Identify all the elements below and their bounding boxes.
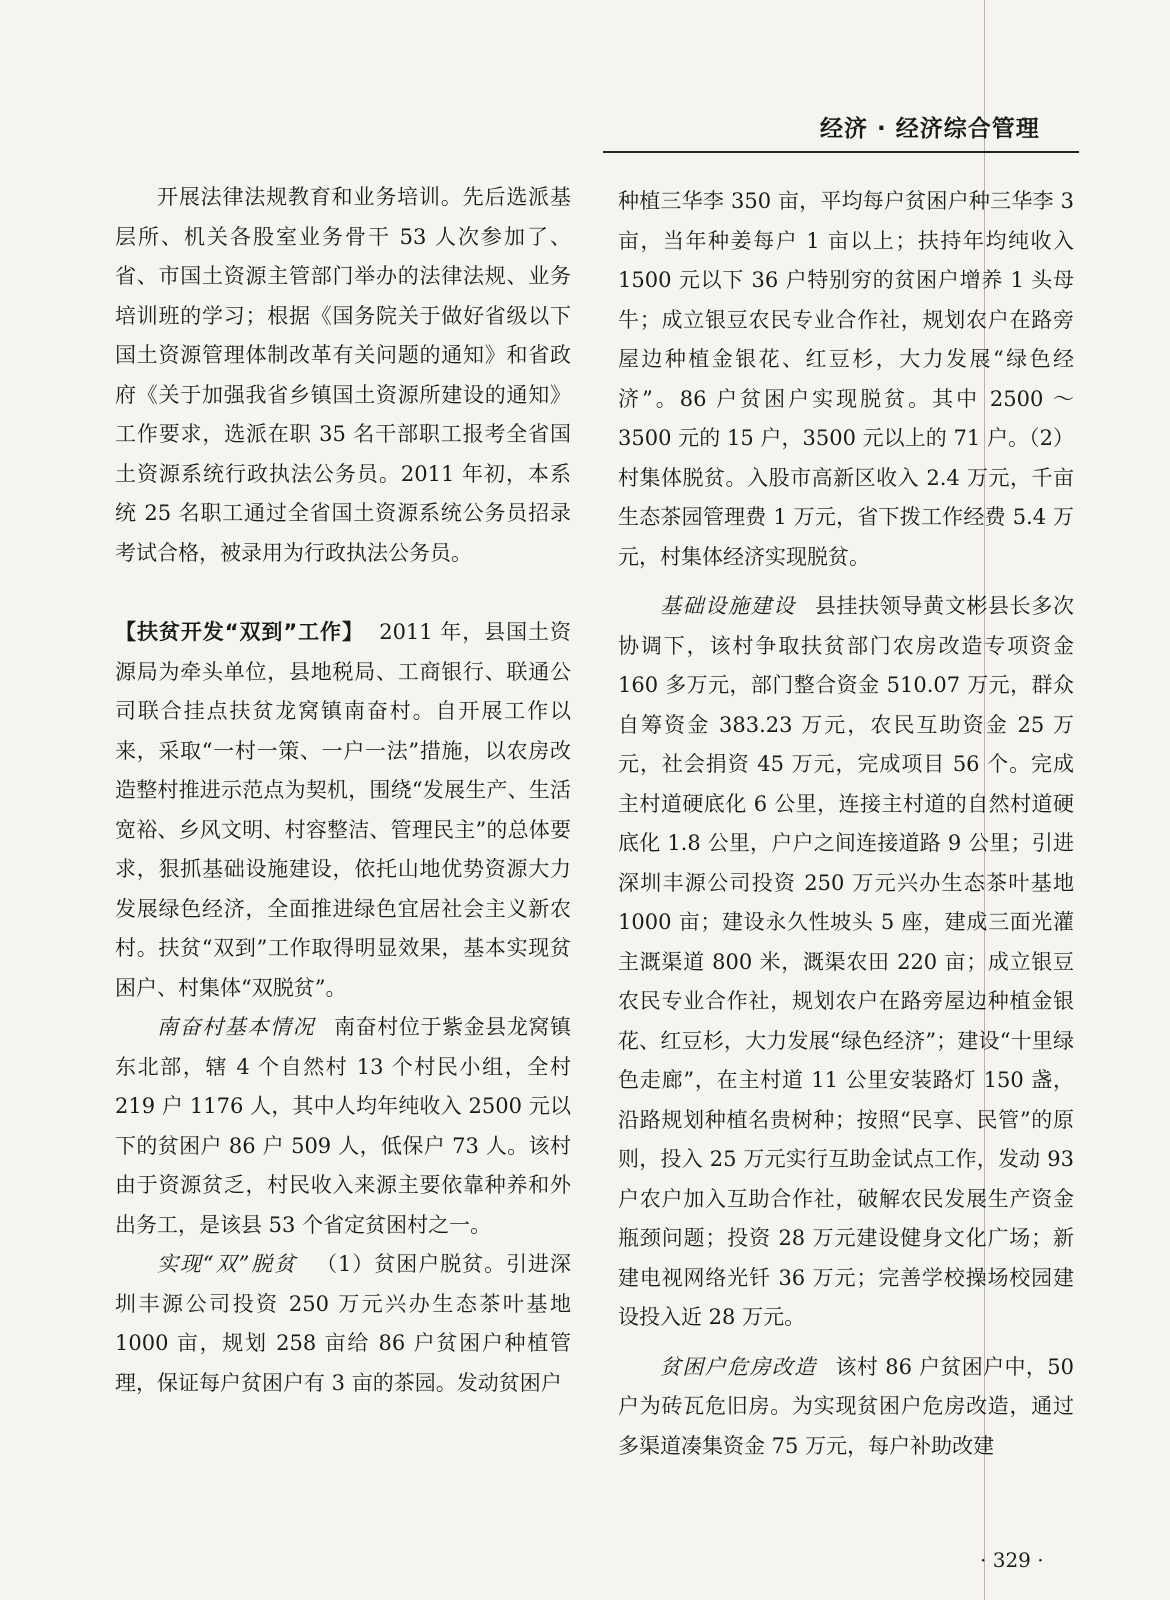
subheading: 基础设施建设 [660,594,796,618]
paragraph-text: 该村 86 户贫困户中，50 户为砖瓦危旧房。为实现贫困户危房改造，通过多渠道凑集资金 75 万元，每户补助改建 [618,1354,1075,1458]
paragraph-training: 开展法律法规教育和业务培训。先后选派基层所、机关各股室业务骨干 53 人次参加了、省、市国土资源主管部门举办的法律法规、业务培训班的学习；根据《国务院关于做好省级以下国土资源管理体制改革有关问题的通知》和省政府《关于加强我省乡镇国土资源所建设的通知》工作要求，选派在职 35 名干部职工报考全省国土资源系统行政执法公务员。2011 年初，本系统 25 名职工通过全省国土资源系统公务员招录考试合格，被录用为行政执法公务员。 [115,185,571,565]
paragraph-double-relief [115,1245,571,1403]
right-column [618,182,1074,1466]
section-heading: 【扶贫开发“双到”工作】 [115,620,364,644]
subheading: 实现“双”脱贫 [157,1252,298,1276]
paragraph-text: 南奋村位于紫金县龙窝镇东北部，辖 4 个自然村 13 个村民小组，全村 219 户 1176 人，其中人均年纯收入 2500 元以下的贫困户 86 户 509 人，低保户 73 人。该村由于资源贫乏，村民收入来源主要依靠种养和外出务工，是该县 53 个省定贫困村之一。 [115,1015,572,1237]
subheading: 南奋村基本情况 [157,1015,316,1039]
paragraph-text: 2011 年，县国土资源局为牵头单位，县地税局、工商银行、联通公司联合挂点扶贫龙窝镇南奋村。自开展工作以来，采取“一村一策、一户一法”措施，以农房改造整村推进示范点为契机，围绕“发展生产、生活宽裕、乡风文明、村容整洁、管理民主”的总体要求，狠抓基础设施建设，依托山地优势资源大力发展绿色经济，全面推进绿色宜居社会主义新农村。扶贫“双到”工作取得明显效果，基本实现贫困户、村集体“双脱贫”。 [115,620,571,1000]
page-number: · 329 · [980,1548,1044,1572]
paragraph-village-overview [115,1008,571,1245]
paragraph-text: 县挂扶领导黄文彬县长多次协调下，该村争取扶贫部门农房改造专项资金 160 多万元，部门整合资金 510.07 万元，群众自筹资金 383.23 万元，农民互助资金 25 万元，社会捐资 45 万元，完成项目 56 个。完成主村道硬底化 6 公里，连接主村道的自然村道硬底化 1.8 公里，户户之间连接道路 9 公里；引进深圳丰源公司投资 250 万元兴办生态茶叶基地 1000 亩；建设永久性坡头 5 座，建成三面光灌主溉渠道 800 米，溉渠农田 220 亩；成立银豆农民专业合作社，规划农户在路旁屋边种植金银花、红豆杉，大力发展“绿色经济”；建设“十里绿色走廊”，在主村道 11 公里安装路灯 150 盏，沿路规划种植名贵树种；按照“民享、民管”的原则，投入 25 万元实行互助金试点工作，发动 93 户农户加入互助合作社，破解农民发展生产资金瓶颈问题；投资 28 万元建设健身文化广场；新建电视网络光钎 36 万元；完善学校操场校园建设投入近 28 万元。 [618,594,1074,1329]
paragraph-housing-renovation [618,1348,1074,1467]
paragraph-text: （1）贫困户脱贫。引进深圳丰源公司投资 250 万元兴办生态茶叶基地 1000 亩，规划 258 亩给 86 户贫困户种植管理，保证每户贫困户有 3 亩的茶园。发动贫困户 [115,1252,571,1395]
running-header: 经济 · 经济综合管理 [820,116,1040,142]
paragraph-infrastructure [618,587,1074,1338]
paragraph-continued: 种植三华李 350 亩，平均每户贫困户种三华李 3 亩，当年种姜每户 1 亩以上；扶持年均纯收入 1500 元以下 36 户特别穷的贫困户增养 1 头母牛；成立银豆农民专业合作社，规划农户在路旁屋边种植金银花、红豆杉，大力发展“绿色经济”。86 户贫困户实现脱贫。其中 2500 ～ 3500 元的 15 户，3500 元以上的 71 户。（2）村集体脱贫。入股市高新区收入 2.4 万元，千亩生态茶园管理费 1 万元，省下拨工作经费 5.4 万元，村集体经济实现脱贫。 [618,189,1074,569]
header-rule [603,151,1079,153]
subheading: 贫困户危房改造 [660,1354,817,1379]
paragraph-poverty-alleviation [115,613,571,1008]
left-column [115,178,571,1403]
